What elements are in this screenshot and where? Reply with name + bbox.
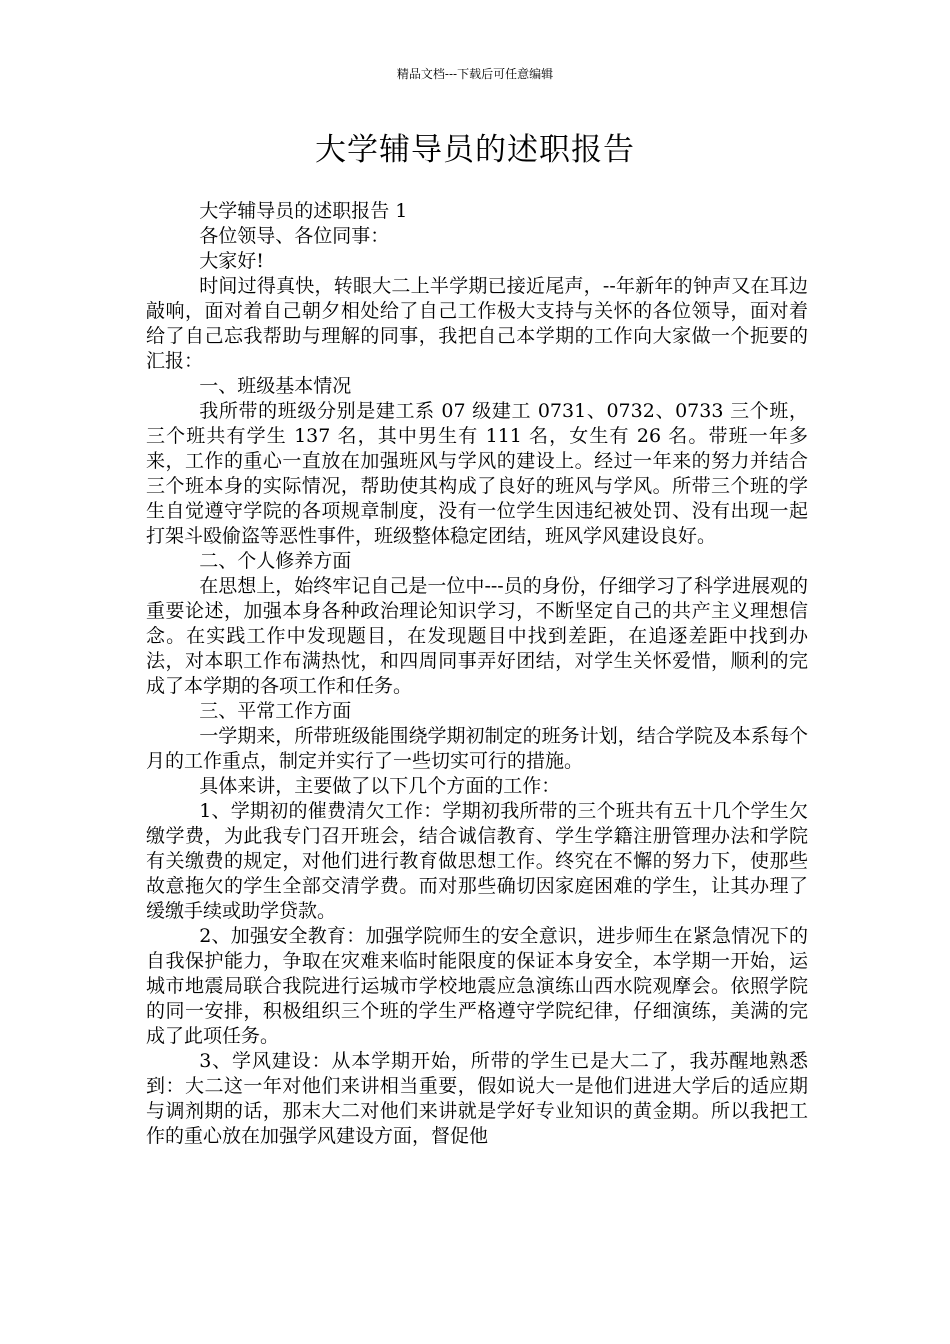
greeting-line: 大家好! [199, 250, 264, 272]
subtitle-line: 大学辅导员的述职报告 1 [199, 200, 408, 222]
section-2-paragraph: 在思想上，始终牢记自己是一位中---员的身份，仔细学习了科学进展观的重要论述，加强本身各种政治理论知识学习，不断坚定自己的共产主义理想信念。在实践工作中发现题目，在发现题目中找到差距，在追逐差距中找到办法，对本职工作布满热忱，和四周同事弄好团结，对学生关怀爱惜，顺利的完成了本学期的各项工作和任务。 [146, 575, 808, 697]
work-item-2: 2、加强安全教育：加强学院师生的安全意识，进步师生在紧急情况下的自我保护能力，争取在灾难来临时能限度的保证本身安全，本学期一开始，运城市地震局联合我院进行运城市学校地震应急演练山西水院观摩会。依照学院的同一安排，积极组织三个班的学生严格遵守学院纪律，仔细演练，美满的完成了此项任务。 [146, 925, 808, 1047]
salutation-line: 各位领导、各位同事： [199, 225, 390, 247]
document-title: 大学辅导员的述职报告 [315, 132, 635, 168]
section-heading-2: 二、个人修养方面 [199, 550, 352, 572]
section-3-paragraph: 一学期来，所带班级能围绕学期初制定的班务计划，结合学院及本系每个月的工作重点，制定并实行了一些切实可行的措施。 [146, 725, 808, 772]
header-note: 精品文档---下载后可任意编辑 [396, 67, 554, 81]
section-heading-1: 一、班级基本情况 [199, 375, 352, 397]
document-body [146, 199, 808, 1149]
work-item-3: 3、学风建设：从本学期开始，所带的学生已是大二了，我苏醒地熟悉到：大二这一年对他们来讲相当重要，假如说大一是他们进进大学后的适应期与调剂期的话，那末大二对他们来讲就是学好专业知识的黄金期。所以我把工作的重心放在加强学风建设方面，督促他 [146, 1050, 808, 1147]
intro-paragraph: 时间过得真快，转眼大二上半学期已接近尾声，--年新年的钟声又在耳边敲响，面对着自己朝夕相处给了自己工作极大支持与关怀的各位领导，面对着给了自己忘我帮助与理解的同事，我把自己本学期的工作向大家做一个扼要的汇报： [146, 275, 808, 372]
section-heading-3: 三、平常工作方面 [199, 700, 352, 722]
work-intro-line: 具体来讲，主要做了以下几个方面的工作： [199, 775, 561, 797]
work-item-1: 1、学期初的催费清欠工作：学期初我所带的三个班共有五十几个学生欠缴学费，为此我专门召开班会，结合诚信教育、学生学籍注册管理办法和学院有关缴费的规定，对他们进行教育做思想工作。终究在不懈的努力下，使那些故意拖欠的学生全部交清学费。而对那些确切因家庭困难的学生，让其办理了缓缴手续或助学贷款。 [146, 800, 808, 922]
section-1-paragraph: 我所带的班级分别是建工系 07 级建工 0731、0732、0733 三个班，三个班共有学生 137 名，其中男生有 111 名，女生有 26 名。带班一年多来，工作的重心一直放在加强班风与学风的建设上。经过一年来的努力并结合三个班本身的实际情况，帮助使其构成了良好的班风与学风。所带三个班的学生自觉遵守学院的各项规章制度，没有一位学生因违纪被处罚、没有出现一起打架斗殴偷盗等恶性事件，班级整体稳定团结，班风学风建设良好。 [146, 400, 808, 547]
